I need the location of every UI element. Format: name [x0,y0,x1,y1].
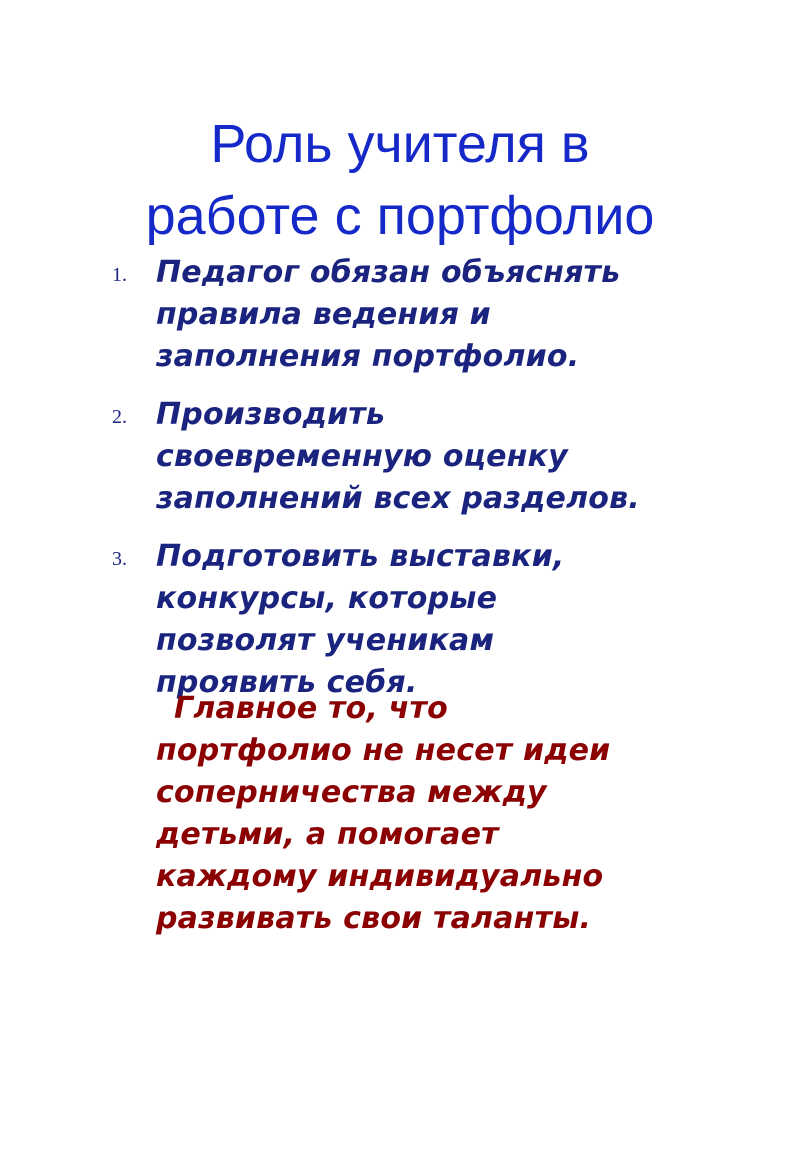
conclusion-line: каждому индивидуально [156,859,604,894]
list-item-line: проявить себя. [156,665,418,700]
slide-title-line-2: работе с портфолио [145,186,655,247]
role-list [100,252,700,720]
list-item-number: 3. [112,548,127,570]
conclusion-line: соперничества между [156,775,547,810]
list-item-line: позволят ученикам [156,623,495,658]
list-item-line: конкурсы, которые [156,581,498,616]
list-item [100,536,700,704]
list-item-number: 2. [112,406,127,428]
list-item-line: правила ведения и [156,297,491,332]
slide-title-line-1: Роль учителя в [210,114,590,175]
conclusion-line: портфолио не несет идеи [156,733,611,768]
conclusion-line: детьми, а помогает [156,817,499,852]
list-item-line: заполнений всех разделов. [156,481,640,516]
slide-title [0,108,800,252]
list-item-text [156,252,700,378]
list-item-number: 1. [112,264,127,286]
list-item-line: своевременную оценку [156,439,568,474]
conclusion-text [156,688,716,940]
conclusion-line: Главное то, что [174,691,448,726]
list-item-text [156,394,700,520]
list-item-line: заполнения портфолио. [156,339,580,374]
list-item-line: Педагог обязан объяснять [156,255,621,290]
list-item [100,252,700,378]
list-item-line: Производить [156,397,386,432]
list-item-line: Подготовить выставки, [156,539,565,574]
conclusion-line: развивать свои таланты. [156,901,592,936]
list-item [100,394,700,520]
list-item-text [156,536,700,704]
